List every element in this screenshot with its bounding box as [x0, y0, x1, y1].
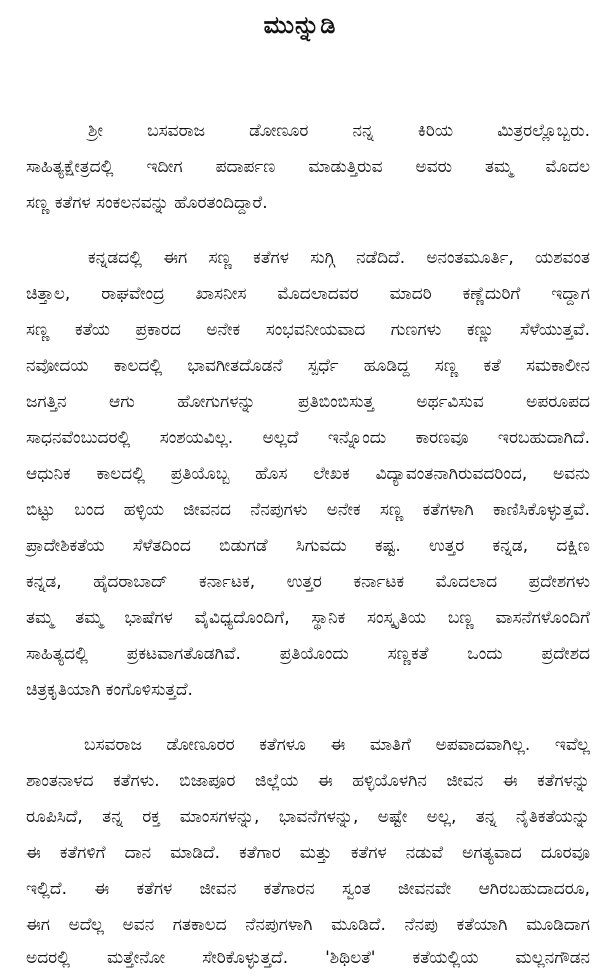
paragraph-2-line-7: ಆಧುನಿಕ ಕಾಲದಲ್ಲಿ ಪ್ರತಿಯೊಬ್ಬ ಹೊಸ ಲೇಖಕ ವಿದ್ಯಾವಂತನಾಗಿರುವದರಿಂದ, ಅವನು [26, 464, 590, 484]
paragraph-3-line-4: ಈ ಕತೆಗಳಿಗೆ ದಾನ ಮಾಡಿದೆ. ಕತೆಗಾರ ಮತ್ತು ಕತೆಗಳ ನಡುವೆ ಅಗತ್ಯವಾದ ದೂರವೂ [26, 843, 590, 863]
paragraph-2-line-13: ಚಿತ್ರಕೃತಿಯಾಗಿ ಕಂಗೊಳಿಸುತ್ತದೆ. [26, 680, 193, 700]
paragraph-3-line-5: ಇಲ್ಲಿದೆ. ಈ ಕತೆಗಳ ಜೀವನ ಕತೆಗಾರನ ಸ್ವಂತ ಜೀವನವೇ ಆಗಿರಬಹುದಾದರೂ, [26, 879, 590, 899]
paragraph-2-line-3: ಸಣ್ಣ ಕತೆಯ ಪ್ರಕಾರದ ಅನೇಕ ಸಂಭವನೀಯವಾದ ಗುಣಗಳು ಕಣ್ಣು ಸೆಳೆಯುತ್ತವೆ. [26, 320, 590, 340]
paragraph-3-line-3: ರೂಪಿಸಿದೆ, ತನ್ನ ರಕ್ತ ಮಾಂಸಗಳನ್ನು, ಭಾವನೆಗಳನ್ನು, ಅಷ್ಟೇ ಅಲ್ಲ, ತನ್ನ ನೈತಿಕತೆಯನ್ನು [26, 807, 590, 827]
paragraph-2-line-10: ಕನ್ನಡ, ಹೈದರಾಬಾದ್ ಕರ್ನಾಟಕ, ಉತ್ತರ ಕರ್ನಾಟಕ ಮೊದಲಾದ ಪ್ರದೇಶಗಳು [26, 572, 590, 592]
paragraph-3-line-2: ಶಾಂತನಾಳದ ಕತೆಗಳು. ಬಿಜಾಪೂರ ಜಿಲ್ಲೆಯ ಈ ಹಳ್ಳಿಯೊಳಗಿನ ಜೀವನ ಈ ಕತೆಗಳನ್ನು [26, 771, 590, 791]
paragraph-2-line-11: ತಮ್ಮ ತಮ್ಮ ಭಾಷೆಗಳ ವೈವಿಧ್ಯದೊಂದಿಗೆ, ಸ್ಥಾನಿಕ ಸಂಸ್ಕೃತಿಯ ಬಣ್ಣ ವಾಸನೆಗಳೊಂದಿಗೆ [26, 608, 590, 628]
page-title: ಮುನ್ನುಡಿ [263, 11, 337, 39]
paragraph-2-line-12: ಸಾಹಿತ್ಯದಲ್ಲಿ ಪ್ರಕಟವಾಗತೊಡಗಿವೆ. ಪ್ರತಿಯೊಂದು ಸಣ್ಣಕತೆ ಒಂದು ಪ್ರದೇಶದ [26, 644, 590, 664]
paragraph-3-line-6: ಈಗ ಅದೆಲ್ಲ ಅವನ ಗತಕಾಲದ ನೆನಪುಗಳಾಗಿ ಮೂಡಿದೆ. ನೆನಪು ಕತೆಯಾಗಿ ಮೂಡಿದಾಗ [26, 915, 590, 935]
paragraph-1-line-3: ಸಣ್ಣ ಕತೆಗಳ ಸಂಕಲನವನ್ನು ಹೊರತಂದಿದ್ದಾರೆ. [26, 193, 268, 213]
paragraph-2-line-6: ಸಾಧನವೆಂಬುದರಲ್ಲಿ ಸಂಶಯವಿಲ್ಲ. ಅಲ್ಲದೆ ಇನ್ನೊಂದು ಕಾರಣವೂ ಇರಬಹುದಾಗಿದೆ. [26, 428, 590, 448]
paragraph-2-line-2: ಚಿತ್ತಾಲ, ರಾಘವೇಂದ್ರ ಖಾಸನೀಸ ಮೊದಲಾದವರ ಮಾದರಿ ಕಣ್ಣೆದುರಿಗೆ ಇದ್ದಾಗ [26, 284, 590, 304]
paragraph-1-line-1: ಶ್ರೀ ಬಸವರಾಜ ಡೋಣೂರ ನನ್ನ ಕಿರಿಯ ಮಿತ್ರರಲ್ಲೊಬ್ಬರು. [88, 121, 590, 141]
paragraph-2-line-1: ಕನ್ನಡದಲ್ಲಿ ಈಗ ಸಣ್ಣ ಕತೆಗಳ ಸುಗ್ಗಿ ನಡೆದಿದೆ. ಅನಂತಮೂರ್ತಿ, ಯಶವಂತ [88, 248, 590, 268]
paragraph-2-line-9: ಪ್ರಾದೇಶಿಕತೆಯ ಸೆಳೆತದಿಂದ ಬಿಡುಗಡೆ ಸಿಗುವದು ಕಷ್ಟ. ಉತ್ತರ ಕನ್ನಡ, ದಕ್ಷಿಣ [26, 536, 590, 556]
paragraph-2-line-5: ಜಗತ್ತಿನ ಆಗು ಹೋಗುಗಳನ್ನು ಪ್ರತಿಬಿಂಬಿಸುತ್ತ ಅರ್ಥವಿಸುವ ಅಪರೂಪದ [26, 392, 590, 412]
paragraph-2-line-8: ಬಿಟ್ಟು ಬಂದ ಹಳ್ಳಿಯ ಜೀವನದ ನೆನಪುಗಳು ಅನೇಕ ಸಣ್ಣ ಕತೆಗಳಾಗಿ ಕಾಣಿಸಿಕೊಳ್ಳುತ್ತವೆ. [26, 500, 590, 520]
paragraph-3-line-1: ಬಸವರಾಜ ಡೋಣೂರರ ಕತೆಗಳೂ ಈ ಮಾತಿಗೆ ಅಪವಾದವಾಗಿಲ್ಲ. ಇವೆಲ್ಲ [84, 735, 590, 755]
paragraph-3-line-7: ಅದರಲ್ಲಿ ಮತ್ತೇನೋ ಸೇರಿಕೊಳ್ಳುತ್ತದೆ. 'ಶಿಥಿಲತೆ' ಕತೆಯಲ್ಲಿಯ ಮಲ್ಲನಗೌಡನ [26, 948, 590, 968]
paragraph-1-line-2: ಸಾಹಿತ್ಯಕ್ಷೇತ್ರದಲ್ಲಿ ಇದೀಗ ಪದಾರ್ಪಣ ಮಾಡುತ್ತಿರುವ ಅವರು ತಮ್ಮ ಮೊದಲ [26, 157, 590, 177]
paragraph-2-line-4: ನವೋದಯ ಕಾಲದಲ್ಲಿ ಭಾವಗೀತದೊಡನೆ ಸ್ಪರ್ಧೆ ಹೂಡಿದ್ದ ಸಣ್ಣ ಕತೆ ಸಮಕಾಲೀನ [26, 356, 590, 376]
